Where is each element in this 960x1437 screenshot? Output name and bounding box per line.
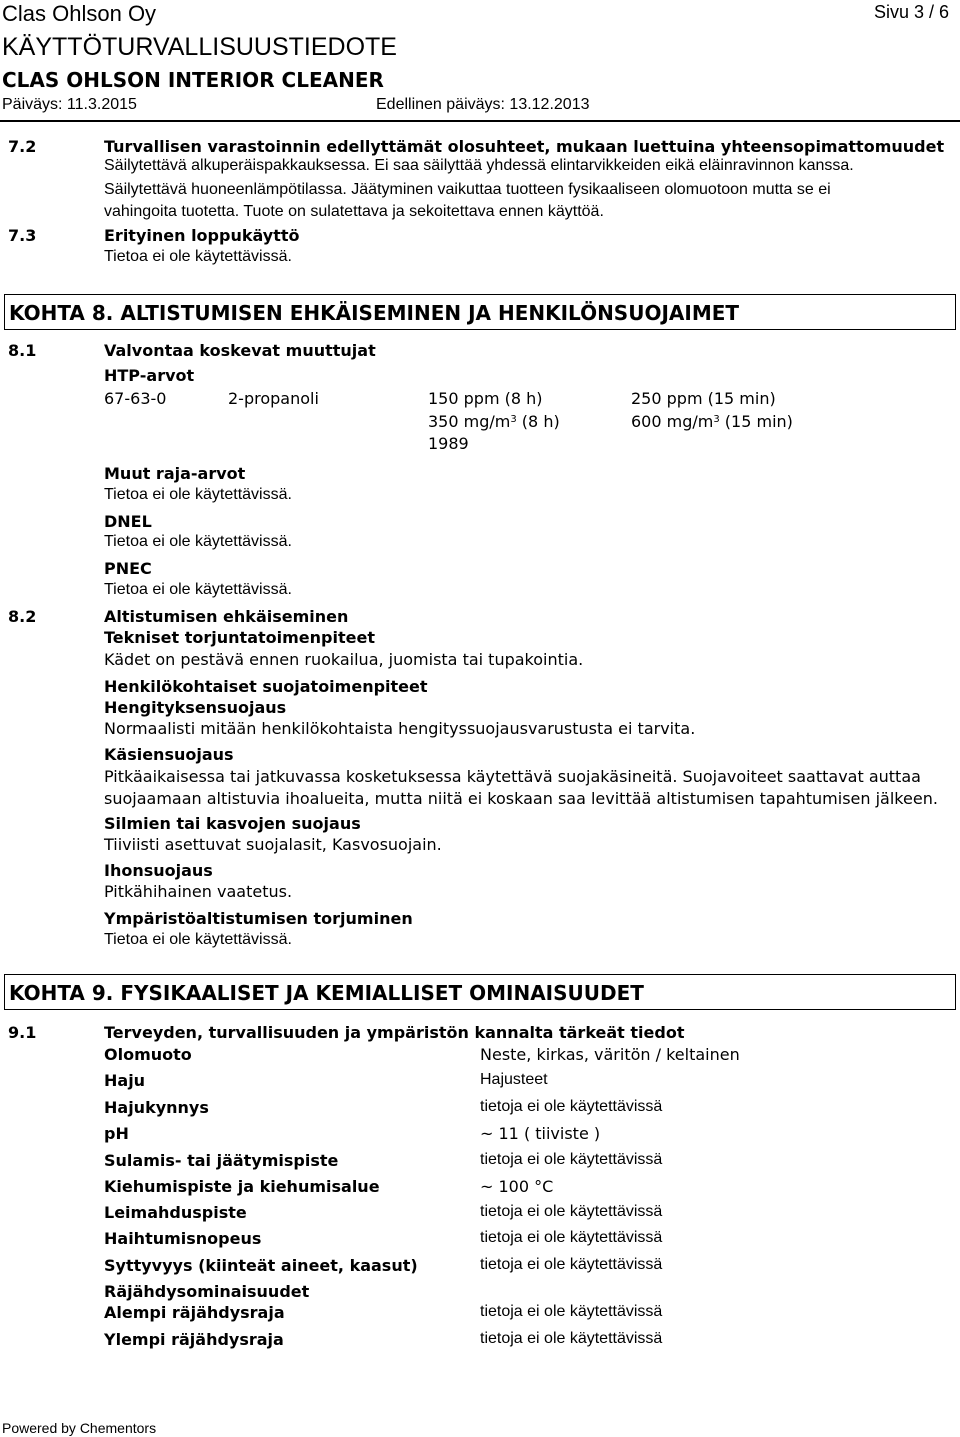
htp-year: 1989 (428, 434, 469, 453)
property-label: Leimahduspiste (104, 1203, 247, 1222)
property-label: Sulamis- tai jäätymispiste (104, 1151, 339, 1170)
text-line: Säilytettävä huoneenlämpötilassa. Jäätyminen vaikuttaa tuotteen fysikaaliseen olomuotoon mutta se ei (104, 181, 831, 198)
silmien-title: Silmien tai kasvojen suojaus (104, 814, 361, 833)
text-line: Normaalisti mitään henkilökohtaista hengityssuojausvarustusta ei tarvita. (104, 719, 696, 738)
ihonsuojaus-title: Ihonsuojaus (104, 861, 213, 880)
superscript: 3 (713, 414, 720, 425)
section-num-8-1: 8.1 (8, 341, 37, 360)
property-value: Hajusteet (480, 1071, 548, 1088)
section-title-7-3: Erityinen loppukäyttö (104, 226, 300, 245)
property-label: Ylempi räjähdysraja (104, 1330, 284, 1349)
property-value: tietoja ei ole käytettävissä (480, 1256, 663, 1273)
property-value: tietoja ei ole käytettävissä (480, 1098, 663, 1115)
property-label: pH (104, 1124, 129, 1143)
ymparisto-title: Ympäristöaltistumisen torjuminen (104, 909, 413, 928)
text-line: Pitkäaikaisessa tai jatkuvassa kosketuksessa käytettävä suojakäsineitä. Suojavoiteet saattavat auttaa (104, 767, 921, 786)
page-num: 3 / 6 (914, 2, 950, 22)
section-title-8-1: Valvontaa koskevat muuttujat (104, 341, 376, 360)
section-header-9-label: KOHTA 9. FYSIKAALISET JA KEMIALLISET OMINAISUUDET (9, 981, 644, 1005)
htp-title: HTP-arvot (104, 366, 195, 385)
company-name: Clas Ohlson Oy (2, 1, 157, 26)
issue-date: Päiväys: 11.3.2015 (2, 96, 137, 113)
property-value: Neste, kirkas, väritön / keltainen (480, 1045, 740, 1064)
section-header-8 (4, 294, 956, 330)
text-line: Tietoa ei ole käytettävissä. (104, 581, 292, 598)
document-title: KÄYTTÖTURVALLISUUSTIEDOTE (2, 33, 397, 61)
tekniset-title: Tekniset torjuntatoimenpiteet (104, 628, 375, 647)
htp-value-text: 600 mg/m (631, 412, 714, 431)
page-label: Sivu (874, 2, 910, 22)
property-label: Alempi räjähdysraja (104, 1303, 285, 1322)
substance-name: 2-propanoli (228, 389, 319, 408)
section-num-9-1: 9.1 (8, 1023, 37, 1042)
property-label: Syttyvyys (kiinteät aineet, kaasut) (104, 1256, 418, 1275)
section-header-9 (4, 974, 956, 1010)
htp-value-text: 350 mg/m (428, 412, 511, 431)
section-title-9-1: Terveyden, turvallisuuden ja ympäristön kannalta tärkeät tiedot (104, 1023, 685, 1042)
cas-number: 67-63-0 (104, 389, 167, 408)
dnel-title: DNEL (104, 512, 152, 531)
footer-credit: Powered by Chementors (2, 1420, 157, 1436)
henkilokohtaiset-title: Henkilökohtaiset suojatoimenpiteet (104, 677, 428, 696)
page-number (874, 2, 949, 23)
section-title-7-2: Turvallisen varastoinnin edellyttämät olosuhteet, mukaan luettuina yhteensopimattomuudet (104, 137, 945, 156)
muut-title: Muut raja-arvot (104, 464, 246, 483)
property-value: tietoja ei ole käytettävissä (480, 1203, 663, 1220)
section-header-8-label: KOHTA 8. ALTISTUMISEN EHKÄISEMINEN JA HENKILÖNSUOJAIMET (9, 301, 740, 325)
text-line: Kädet on pestävä ennen ruokailua, juomista tai tupakointia. (104, 650, 584, 669)
section-num-8-2: 8.2 (8, 607, 37, 626)
property-value: tietoja ei ole käytettävissä (480, 1151, 663, 1168)
header-rule (0, 120, 960, 122)
text-line: Tietoa ei ole käytettävissä. (104, 931, 292, 948)
property-label: Kiehumispiste ja kiehumisalue (104, 1177, 380, 1196)
property-label: Hajukynnys (104, 1098, 209, 1117)
text-line: Tietoa ei ole käytettävissä. (104, 248, 292, 265)
text-line: Tiiviisti asettuvat suojalasit, Kasvosuojain. (104, 835, 442, 854)
text-line: vahingoita tuotetta. Tuote on sulatettava ja sekoitettava ennen käyttöä. (104, 203, 604, 220)
superscript: 3 (510, 414, 517, 425)
property-label: Olomuoto (104, 1045, 192, 1064)
rajahdys-title: Räjähdysominaisuudet (104, 1282, 310, 1301)
htp-value: 250 ppm (15 min) (631, 389, 776, 408)
property-value: ~ 11 ( tiiviste ) (480, 1124, 601, 1143)
htp-value (428, 412, 560, 431)
property-value: tietoja ei ole käytettävissä (480, 1303, 663, 1320)
text-line: Pitkähihainen vaatetus. (104, 882, 293, 901)
text-line: Säilytettävä alkuperäispakkauksessa. Ei saa säilyttää yhdessä elintarvikkeiden eikä eläinravinnon kanssa. (104, 157, 854, 174)
previous-date: Edellinen päiväys: 13.12.2013 (376, 96, 590, 113)
hengityksensuojaus-title: Hengityksensuojaus (104, 698, 287, 717)
htp-value: 150 ppm (8 h) (428, 389, 543, 408)
text-line: suojaamaan altistuvia ihoalueita, mutta niitä ei koskaan saa levittää altistumisen tapahtumisen jälkeen. (104, 789, 938, 808)
section-num-7-3: 7.3 (8, 226, 37, 245)
htp-value-text: (15 min) (719, 412, 793, 431)
property-value: tietoja ei ole käytettävissä (480, 1229, 663, 1246)
kasiensuojaus-title: Käsiensuojaus (104, 745, 234, 764)
section-title-8-2: Altistumisen ehkäiseminen (104, 607, 349, 626)
pnec-title: PNEC (104, 559, 152, 578)
property-value: tietoja ei ole käytettävissä (480, 1330, 663, 1347)
htp-value (631, 412, 793, 431)
property-label: Haju (104, 1071, 146, 1090)
section-num-7-2: 7.2 (8, 137, 37, 156)
htp-value-text: (8 h) (516, 412, 560, 431)
text-line: Tietoa ei ole käytettävissä. (104, 486, 292, 503)
property-label: Haihtumisnopeus (104, 1229, 262, 1248)
property-value: ~ 100 °C (480, 1177, 554, 1196)
text-line: Tietoa ei ole käytettävissä. (104, 533, 292, 550)
product-name: CLAS OHLSON INTERIOR CLEANER (2, 68, 384, 92)
